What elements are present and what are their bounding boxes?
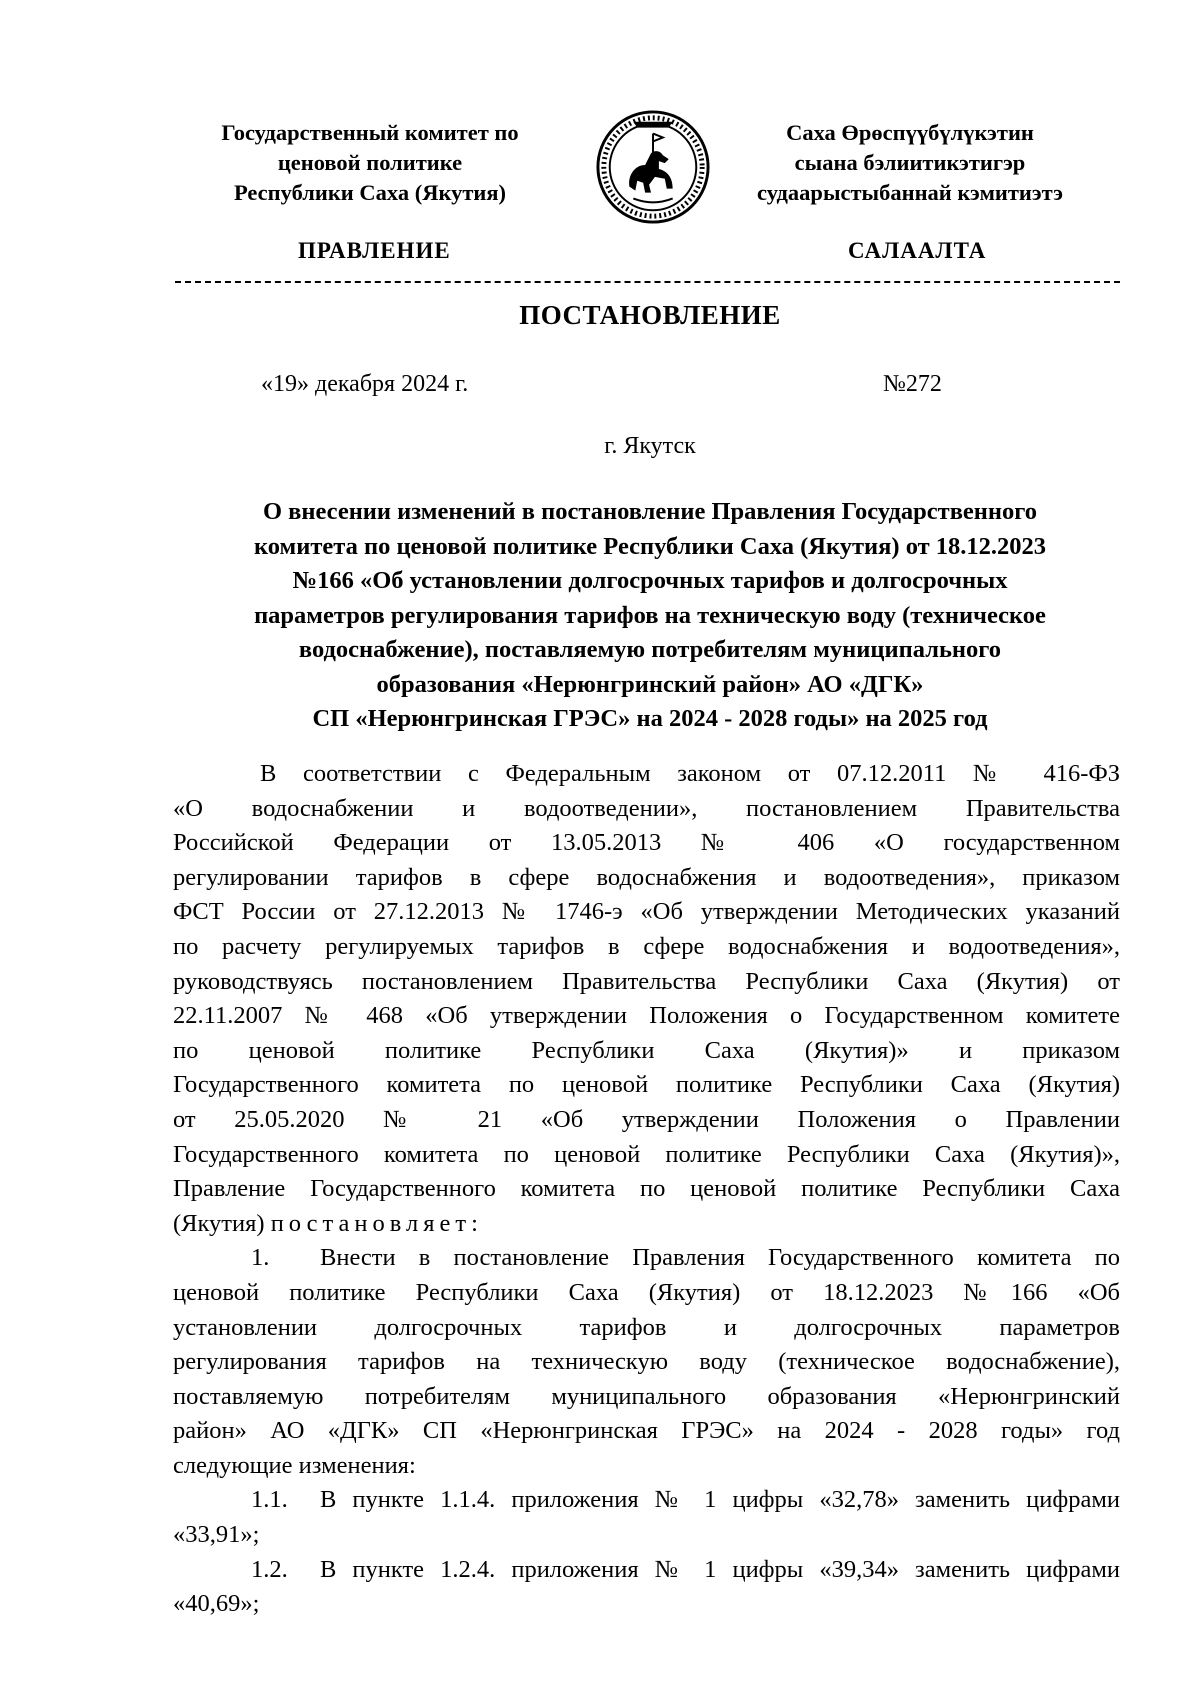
board-label-sakha: САЛААЛТА <box>848 238 987 263</box>
item-1-line: регулирования тарифов на техническую воду (техническое водоснабжение), <box>173 1348 1120 1376</box>
document-date: «19» декабря 2024 г. <box>261 371 469 397</box>
item-1-1-line <box>173 1483 1120 1518</box>
preamble-line: Государственного комитета по ценовой политике Республики Саха (Якутия) <box>173 1071 1120 1099</box>
preamble-last-text: (Якутия) <box>173 1209 265 1237</box>
preamble-line: регулировании тарифов в сфере водоснабжения и водоотведения», приказом <box>173 863 1120 891</box>
item-1-2-number: 1.2. <box>251 1555 288 1583</box>
item-1-line: поставляемую потребителям муниципального образования «Нерюнгринский <box>173 1382 1120 1410</box>
preamble-line: Государственного комитета по ценовой политике Республики Саха (Якутия)», <box>173 1140 1120 1168</box>
preamble-line: 22.11.2007 № 468 «Об утверждении Положения о Государственном комитете <box>173 1002 1120 1030</box>
subject-line: О внесении изменений в постановление Правления Государственного <box>262 498 1038 525</box>
subject-line: №166 «Об установлении долгосрочных тарифов и долгосрочных <box>292 567 1008 594</box>
document-number: №272 <box>883 371 942 397</box>
dashed-divider <box>175 281 1120 283</box>
preamble-line: руководствуясь постановлением Правительства Республики Саха (Якутия) от <box>173 967 1120 995</box>
subject-line: комитета по ценовой политике Республики Саха (Якутия) от 18.12.2023 <box>253 532 1047 560</box>
coat-of-arms-emblem <box>594 108 712 226</box>
header-sakha-organization <box>730 118 1090 208</box>
header-ru-line: Государственный комитет по <box>221 120 519 145</box>
header-sakha-line: Саха Өрөспүүбүлүкэтин <box>786 120 1034 145</box>
header-sakha-line: судаарыстыбаннай кэмитиэтэ <box>757 180 1063 205</box>
subject-line: водоснабжение), поставляемую потребителям муниципального <box>298 636 1002 663</box>
preamble-line: Правление Государственного комитета по ценовой политике Республики Саха <box>173 1175 1120 1203</box>
item-1-number: 1. <box>251 1244 270 1272</box>
header-ru-line: ценовой политике <box>277 150 463 175</box>
header-sakha-line: сыана бэлиитикэтигэр <box>794 150 1026 175</box>
preamble-last-line <box>173 1207 1120 1242</box>
item-1-2-line <box>173 1553 1120 1588</box>
item-1-2-text: В пункте 1.2.4. приложения № 1 цифры «39,34» заменить цифрами <box>320 1555 1120 1583</box>
document-body <box>173 757 1120 1622</box>
header-ru-organization <box>170 118 570 208</box>
subject-line: параметров регулирования тарифов на техническую воду (техническое <box>254 601 1046 629</box>
preamble-line: по ценовой политике Республики Саха (Якутия)» и приказом <box>173 1036 1120 1064</box>
item-1-line <box>173 1241 1120 1276</box>
item-1-last-line: следующие изменения: <box>173 1451 416 1479</box>
preamble-line: Российской Федерации от 13.05.2013 № 406 «О государственном <box>173 829 1120 857</box>
preamble-line: от 25.05.2020 № 21 «Об утверждении Положения о Правлении <box>173 1105 1120 1133</box>
preamble-line: ФСТ России от 27.12.2013 № 1746-э «Об утверждении Методических указаний <box>173 898 1120 926</box>
item-1-line: район» АО «ДГК» СП «Нерюнгринская ГРЭС» на 2024 - 2028 годы» год <box>173 1417 1120 1445</box>
item-1-1-continuation: «33,91»; <box>173 1521 260 1549</box>
subject-line: образования «Нерюнгринский район» АО «ДГК» <box>376 670 924 698</box>
subject-line: СП «Нерюнгринская ГРЭС» на 2024 - 2028 годы» на 2025 год <box>312 705 988 732</box>
resolves-word: постановляет: <box>270 1209 483 1237</box>
board-label-ru: ПРАВЛЕНИЕ <box>298 238 451 263</box>
item-1-1-number: 1.1. <box>251 1486 288 1514</box>
item-1-text: Внести в постановление Правления Государственного комитета по <box>320 1244 1120 1272</box>
document-city: г. Якутск <box>604 433 696 459</box>
preamble-line: по расчету регулируемых тарифов в сфере водоснабжения и водоотведения», <box>173 932 1120 960</box>
item-1-line: ценовой политике Республики Саха (Якутия) от 18.12.2023 №166 «Об <box>173 1278 1120 1306</box>
preamble-line: «О водоснабжении и водоотведении», постановлением Правительства <box>173 794 1120 822</box>
document-subject <box>150 495 1150 737</box>
header-ru-line: Республики Саха (Якутия) <box>233 180 507 205</box>
document-title: ПОСТАНОВЛЕНИЕ <box>519 300 781 330</box>
item-1-1-text: В пункте 1.1.4. приложения № 1 цифры «32,78» заменить цифрами <box>320 1486 1120 1514</box>
item-1-2-continuation: «40,69»; <box>173 1590 260 1618</box>
item-1-line: установлении долгосрочных тарифов и долгосрочных параметров <box>173 1313 1120 1341</box>
preamble-line: В соответствии с Федеральным законом от 07.12.2011 № 416-ФЗ <box>260 760 1120 787</box>
